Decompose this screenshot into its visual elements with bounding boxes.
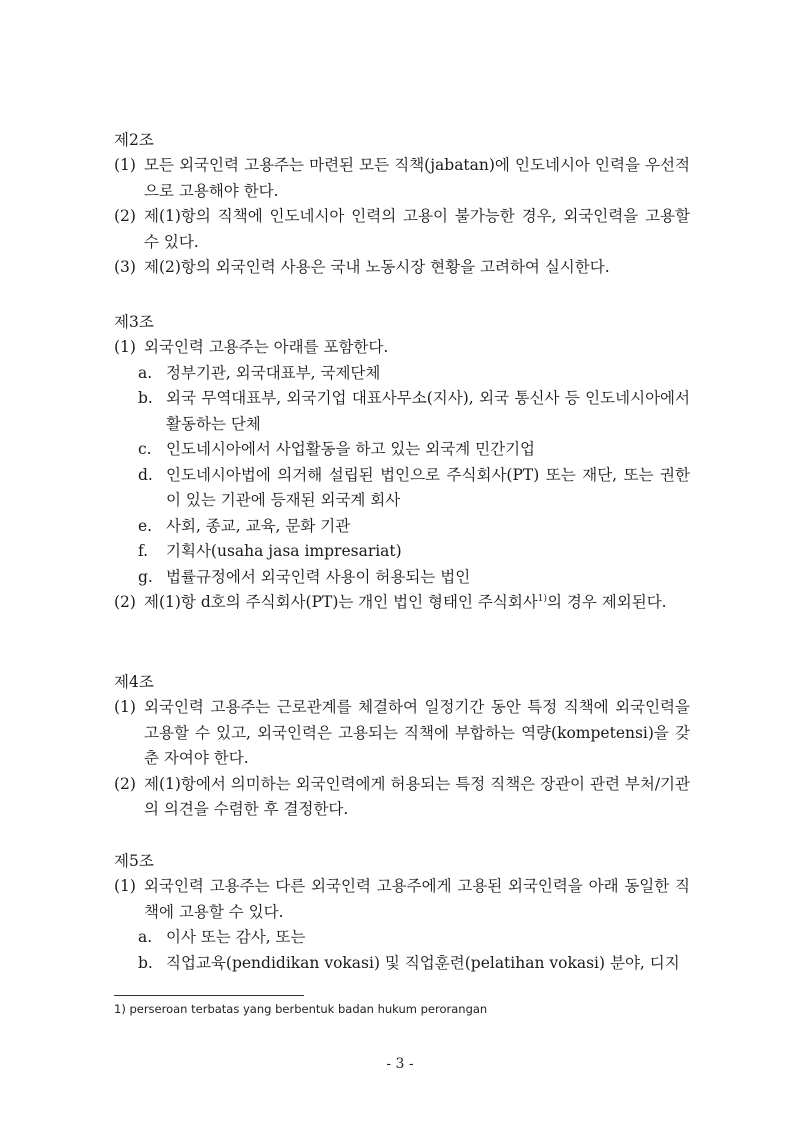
article-heading: 제5조 bbox=[114, 852, 154, 870]
sub-item-text: 정부기관, 외국대표부, 국제단체 bbox=[166, 363, 381, 382]
sub-item-text: 인도네시아에서 사업활동을 하고 있는 외국계 민간기업 bbox=[166, 440, 536, 458]
article-2 bbox=[114, 127, 690, 281]
sub-item-letter: f. bbox=[138, 542, 149, 560]
article-heading: 제4조 bbox=[114, 673, 154, 691]
clause-number: (1) bbox=[114, 338, 136, 356]
sub-item-letter: g. bbox=[138, 567, 153, 586]
sub-item-text: 법률규정에서 외국인력 사용이 허용되는 법인 bbox=[166, 567, 471, 586]
sub-item-text: 인도네시아법에 의거해 설립된 법인으로 주식회사(PT) 또는 재단, 또는 권한이 있는 기관에 등재된 외국계 회사 bbox=[166, 465, 690, 509]
clause bbox=[114, 874, 690, 925]
clause-text: 외국인력 고용주는 아래를 포함한다. bbox=[144, 338, 389, 356]
clause-number: (2) bbox=[114, 774, 136, 793]
article-heading: 제3조 bbox=[114, 313, 154, 331]
footnote-divider bbox=[114, 995, 304, 996]
clause-text: 외국인력 고용주는 근로관계를 체결하여 일정기간 동안 특정 직책에 외국인력을 고용할 수 있고, 외국인력은 고용되는 직책에 부합하는 역량(kompetensi)을 갖춘 자여야 한다. bbox=[144, 698, 690, 767]
clause-text: 제(1)항의 직책에 인도네시아 인력의 고용이 불가능한 경우, 외국인력을 고용할 수 있다. bbox=[144, 207, 690, 251]
article-5 bbox=[114, 848, 690, 976]
clause bbox=[114, 204, 690, 255]
clause-number: (1) bbox=[114, 877, 136, 895]
sub-item-text: 기획사(usaha jasa impresariat) bbox=[166, 542, 402, 560]
sub-item-letter: b. bbox=[138, 953, 153, 972]
sub-item-letter: e. bbox=[138, 516, 153, 535]
article-4 bbox=[114, 669, 690, 823]
clause-text-part: 의 경우 제외된다. bbox=[547, 593, 667, 611]
clause bbox=[114, 695, 690, 772]
sub-item bbox=[114, 925, 690, 951]
clause-text bbox=[144, 590, 690, 616]
clause-text-part: 제(1)항 d호의 주식회사(PT)는 개인 법인 형태인 주식회사 bbox=[144, 593, 538, 611]
clause bbox=[114, 153, 690, 204]
clause-number: (1) bbox=[114, 698, 136, 716]
sub-item bbox=[114, 951, 690, 977]
sub-item bbox=[114, 539, 690, 565]
sub-item bbox=[114, 386, 690, 437]
clause-number: (2) bbox=[114, 593, 136, 611]
sub-item-text: 직업교육(pendidikan vokasi) 및 직업훈련(pelatihan vokasi) 분야, 디지 bbox=[166, 953, 680, 972]
clause bbox=[114, 335, 690, 361]
clause-text: 제(2)항의 외국인력 사용은 국내 노동시장 현황을 고려하여 실시한다. bbox=[144, 258, 610, 276]
sub-item bbox=[114, 437, 690, 463]
sub-item-letter: a. bbox=[138, 363, 153, 382]
clause-number: (1) bbox=[114, 156, 136, 174]
sub-item bbox=[114, 565, 690, 591]
sub-item bbox=[114, 463, 690, 514]
clause bbox=[114, 255, 690, 281]
clause bbox=[114, 590, 690, 616]
article-heading: 제2조 bbox=[114, 131, 154, 149]
page-number: - 3 - bbox=[386, 1056, 414, 1072]
clause-text: 외국인력 고용주는 다른 외국인력 고용주에게 고용된 외국인력을 아래 동일한 직책에 고용할 수 있다. bbox=[144, 877, 690, 921]
sub-item-letter: b. bbox=[138, 389, 153, 407]
sub-item-text: 외국 무역대표부, 외국기업 대표사무소(지사), 외국 통신사 등 인도네시아에서 활동하는 단체 bbox=[166, 389, 690, 433]
clause-number: (3) bbox=[114, 258, 136, 276]
sub-item-text: 이사 또는 감사, 또는 bbox=[166, 928, 306, 946]
clause-number: (2) bbox=[114, 207, 136, 225]
footnote-reference: 1) bbox=[537, 594, 548, 604]
sub-item-letter: c. bbox=[138, 440, 152, 458]
sub-item bbox=[114, 361, 690, 387]
sub-item-text: 사회, 종교, 교육, 문화 기관 bbox=[166, 516, 351, 535]
clause-text: 제(1)항에서 의미하는 외국인력에게 허용되는 특정 직책은 장관이 관련 부처/기관의 의견을 수렴한 후 결정한다. bbox=[144, 774, 690, 818]
sub-item-letter: d. bbox=[138, 465, 153, 484]
clause-text: 모든 외국인력 고용주는 마련된 모든 직책(jabatan)에 인도네시아 인력을 우선적으로 고용해야 한다. bbox=[144, 156, 690, 200]
sub-item bbox=[114, 514, 690, 540]
sub-item-letter: a. bbox=[138, 928, 153, 946]
article-3 bbox=[114, 309, 690, 616]
clause bbox=[114, 772, 690, 823]
footnote: 1) perseroan terbatas yang berbentuk badan hukum perorangan bbox=[114, 1002, 488, 1016]
